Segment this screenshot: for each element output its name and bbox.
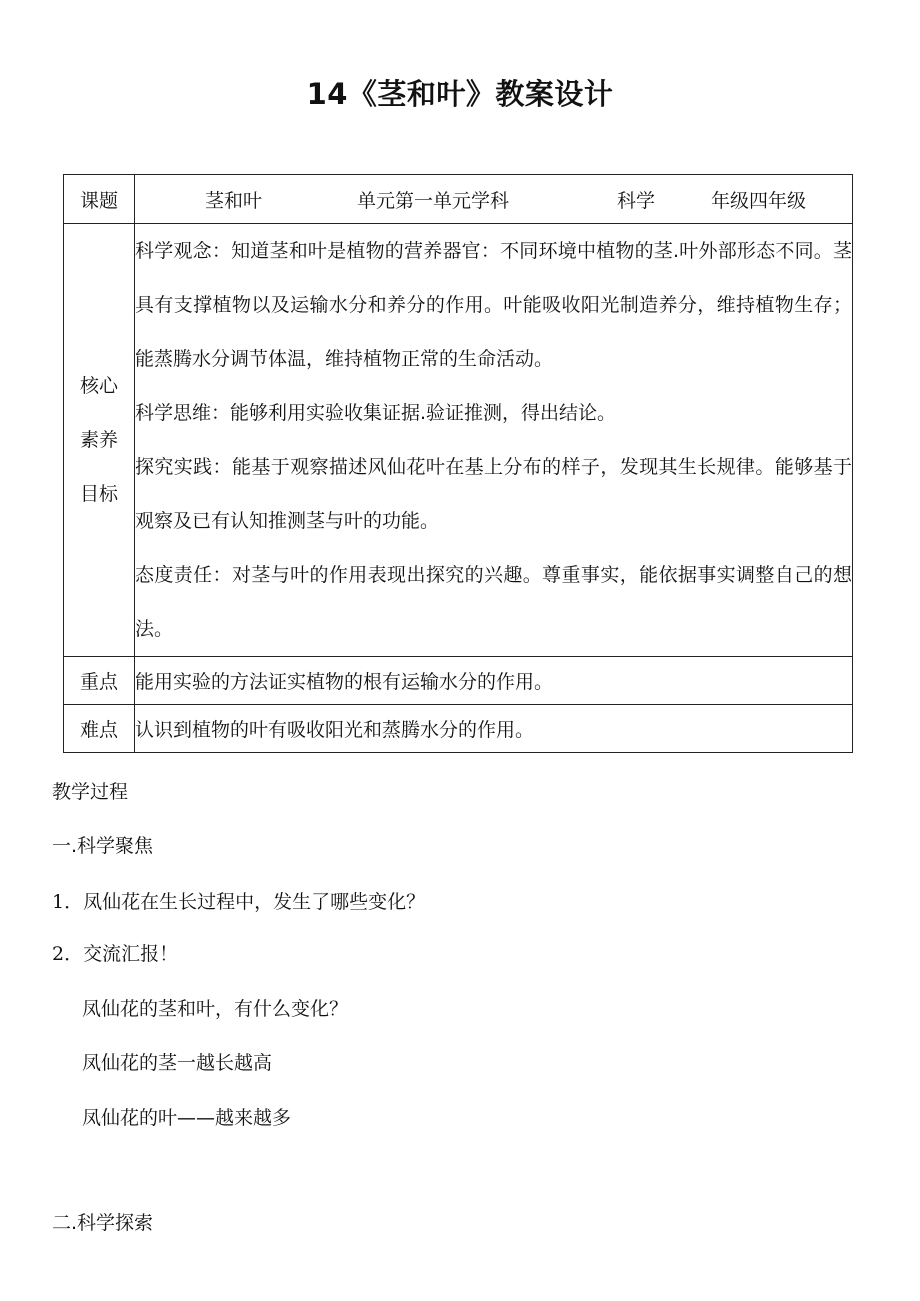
unit-text: 单元第一单元学科 [357,189,510,212]
list-text: ．凤仙花在生长过程中，发生了哪些变化？ [64,891,426,913]
list-text: ．交流汇报！ [64,943,179,965]
sub-line: 凤仙花的茎和叶，有什么变化？ [82,998,349,1020]
page-title: 14《茎和叶》教案设计 [306,77,614,111]
core-label-line: 目标 [79,483,118,505]
lesson-plan-table [63,174,853,753]
difficult-point-text: 认识到植物的叶有吸收阳光和蒸腾水分的作用。 [135,705,853,753]
topic-value: 茎和叶 [205,189,263,212]
core-label-line: 核心 [79,375,118,397]
goal-paragraph: 科学思维：能够利用实验收集证据.验证推测，得出结论。 [135,402,617,424]
list-item [52,887,425,914]
difficult-point-row [64,705,853,753]
sub-line: 凤仙花的叶——越来越多 [82,1107,292,1129]
key-point-text: 能用实验的方法证实植物的根有运输水分的作用。 [135,657,853,705]
grade-text: 年级四年级 [711,189,807,212]
section-heading-explore: 二.科学探索 [52,1212,154,1234]
process-heading: 教学过程 [52,781,129,803]
core-goals-label [64,224,135,657]
list-item [52,939,178,966]
core-label-line: 素养 [79,429,118,451]
key-point-row [64,657,853,705]
goal-paragraph: 态度责任：对茎与叶的作用表现出探究的兴趣。尊重事实，能依据事实调整自己的想法。 [135,564,852,640]
core-goals-row [64,224,853,657]
topic-label: 课题 [64,175,135,224]
goal-paragraph: 探究实践：能基于观察描述风仙花叶在基上分布的样子，发现其生长规律。能够基于观察及已有认知推测茎与叶的功能。 [135,456,852,532]
sub-line: 凤仙花的茎一越长越高 [82,1052,273,1074]
header-values-cell [135,175,853,224]
goal-paragraph: 科学观念：知道茎和叶是植物的营养器官：不同环境中植物的茎.叶外部形态不同。茎具有支撑植物以及运输水分和养分的作用。叶能吸收阳光制造养分，维持植物生存；能蒸腾水分调节体温，维持植物正常的生命活动。 [135,240,852,370]
section-heading-focus: 一.科学聚焦 [52,835,154,857]
list-number: 2 [52,943,65,965]
table-header-row [64,175,853,224]
difficult-point-label: 难点 [64,705,135,753]
core-goals-text [135,224,853,657]
subject-value: 科学 [617,189,656,212]
key-point-label: 重点 [64,657,135,705]
list-number: 1 [52,891,65,913]
